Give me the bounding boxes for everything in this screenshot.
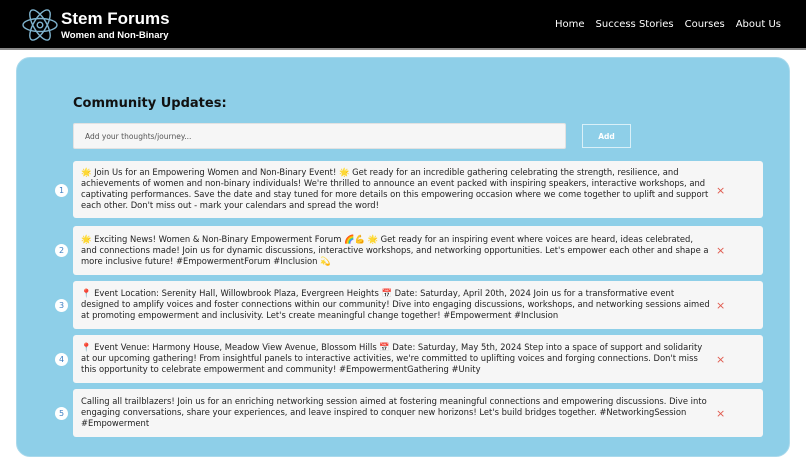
delete-icon[interactable]: × (716, 299, 726, 312)
post-number-badge: 4 (55, 353, 68, 366)
add-button[interactable]: Add (582, 124, 631, 148)
post-text: 📍 Event Location: Serenity Hall, Willowbrook Plaza, Evergreen Heights 📅 Date: Saturday, April 20th, 2024 Join us for a transformative event designed to amplify voices and foster connections within our community! Dive into engaging discussions, workshops, and networking sessions aimed at promoting empowerment and inclusivity. Let's create meaningful change together! #Empowerment #Inclusion (81, 288, 710, 320)
atom-icon[interactable] (20, 5, 60, 45)
community-panel (16, 57, 790, 457)
post-text: 📍 Event Venue: Harmony House, Meadow View Avenue, Blossom Hills 📅 Date: Saturday, May 5th, 2024 Step into a space of support and solidarity at our upcoming gathering! From insightful panels to interactive activities, we're committed to uplifting voices and forging connections. Don't miss this opportunity to celebrate empowerment and community! #EmpowermentGathering #Unity (81, 342, 703, 374)
brand[interactable] (61, 9, 170, 42)
list-item (73, 389, 763, 437)
post-number-badge: 3 (55, 299, 68, 312)
delete-icon[interactable]: × (716, 184, 726, 197)
site-subtitle: Women and Non-Binary (61, 30, 169, 41)
post-text: 🌟 Join Us for an Empowering Women and Non-Binary Event! 🌟 Get ready for an incredible gathering celebrating the strength, resilience, and achievements of women and non-binary individuals! We're thrilled to announce an event packed with inspiring speakers, interactive workshops, and captivating performances. Save the date and stay tuned for more details on this empowering occasion where we come together to uplift and support each other. Don't miss out - mark your calendars and spread the word! (81, 167, 709, 210)
thoughts-input[interactable] (73, 123, 566, 149)
nav-success-stories[interactable]: Success Stories (595, 19, 674, 30)
list-item (73, 226, 763, 275)
nav-courses[interactable]: Courses (684, 19, 725, 30)
delete-icon[interactable]: × (716, 353, 726, 366)
post-text: Calling all trailblazers! Join us for an enriching networking session aimed at fostering meaningful connections and empowering discussions. Dive into engaging conversations, share your experiences, and leave inspired to conquer new horizons! Let's build bridges together. #NetworkingSession #Empowerment (81, 396, 707, 428)
main-nav (555, 19, 781, 30)
post-number-badge: 2 (55, 244, 68, 257)
site-title: Stem Forums (61, 9, 170, 28)
nav-home[interactable]: Home (554, 19, 585, 30)
nav-about-us[interactable]: About Us (735, 19, 781, 30)
list-item (73, 281, 763, 329)
post-text: 🌟 Exciting News! Women & Non-Binary Empowerment Forum 🌈💪 🌟 Get ready for an inspiring event where voices are heard, ideas celebrated, and connections made! Join us for dynamic discussions, interactive workshops, and networking opportunities. Let's empower each other and shape a more inclusive future! #EmpowermentForum #Inclusion 💫 (81, 234, 709, 266)
top-navbar (0, 0, 806, 50)
delete-icon[interactable]: × (716, 407, 726, 420)
list-item (73, 335, 763, 383)
delete-icon[interactable]: × (716, 244, 726, 257)
list-item (73, 161, 763, 218)
page-title: Community Updates: (73, 96, 227, 111)
post-number-badge: 5 (55, 407, 68, 420)
post-number-badge: 1 (55, 184, 68, 197)
